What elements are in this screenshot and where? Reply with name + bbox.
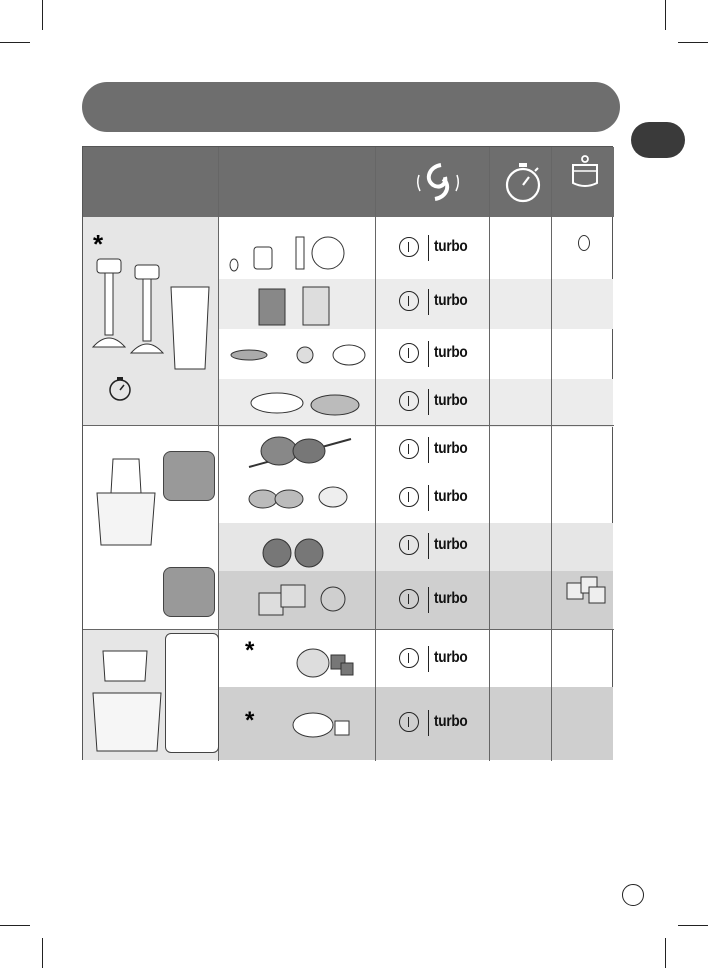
food-meat-image <box>289 643 359 683</box>
speed-setting <box>397 339 492 369</box>
food-batter-image <box>243 387 363 419</box>
blender-set-image <box>89 251 215 381</box>
food-smoothie-image <box>253 285 353 329</box>
asterisk: * <box>93 229 104 259</box>
crop-mark <box>0 42 30 43</box>
food-baby-food-image <box>228 233 368 273</box>
food-herbs-image <box>245 429 355 473</box>
chopper-image <box>91 453 161 553</box>
food-soup-image <box>229 339 369 369</box>
speed-setting <box>397 387 492 417</box>
crop-mark <box>42 0 43 30</box>
food-ice-image <box>255 579 355 623</box>
food-chicken-image <box>289 703 359 743</box>
mini-chopper-image <box>89 647 165 757</box>
timer-icon <box>107 375 133 403</box>
language-tab <box>631 122 685 158</box>
ice-blade-icon <box>163 567 215 617</box>
asterisk: * <box>245 707 255 734</box>
speed-setting <box>397 233 492 263</box>
asterisk: * <box>245 637 255 664</box>
speed-setting <box>397 585 492 615</box>
crop-mark <box>678 42 708 43</box>
timer-icon <box>501 157 545 207</box>
egg-icon <box>578 235 590 251</box>
speed-icon <box>413 159 463 207</box>
speed-label: turbo <box>434 536 468 553</box>
speed-setting <box>397 708 492 738</box>
speed-setting <box>397 644 492 674</box>
speed-label: turbo <box>434 440 468 457</box>
blade-icon <box>163 451 215 501</box>
speed-setting <box>397 531 492 561</box>
section-title-bar <box>82 82 620 132</box>
usage-table <box>82 146 613 760</box>
speed-label: turbo <box>434 649 468 666</box>
speed-label: turbo <box>434 488 468 505</box>
crop-mark <box>665 938 666 968</box>
speed-setting <box>397 483 492 513</box>
speed-setting <box>397 287 492 317</box>
food-nuts-image <box>247 483 357 513</box>
speed-label: turbo <box>434 392 468 409</box>
speed-label: turbo <box>434 590 468 607</box>
speed-label: turbo <box>434 713 468 730</box>
food-onion-image <box>259 525 329 569</box>
crop-mark <box>0 925 30 926</box>
motor-unit-image <box>165 633 219 753</box>
crop-mark <box>678 925 708 926</box>
weight-icon <box>567 153 603 193</box>
crop-mark <box>665 0 666 30</box>
page-number-circle <box>622 884 644 906</box>
speed-label: turbo <box>434 292 468 309</box>
speed-setting <box>397 435 492 465</box>
speed-label: turbo <box>434 344 468 361</box>
ice-cubes-icon <box>563 575 609 607</box>
speed-label: turbo <box>434 238 468 255</box>
crop-mark <box>42 938 43 968</box>
